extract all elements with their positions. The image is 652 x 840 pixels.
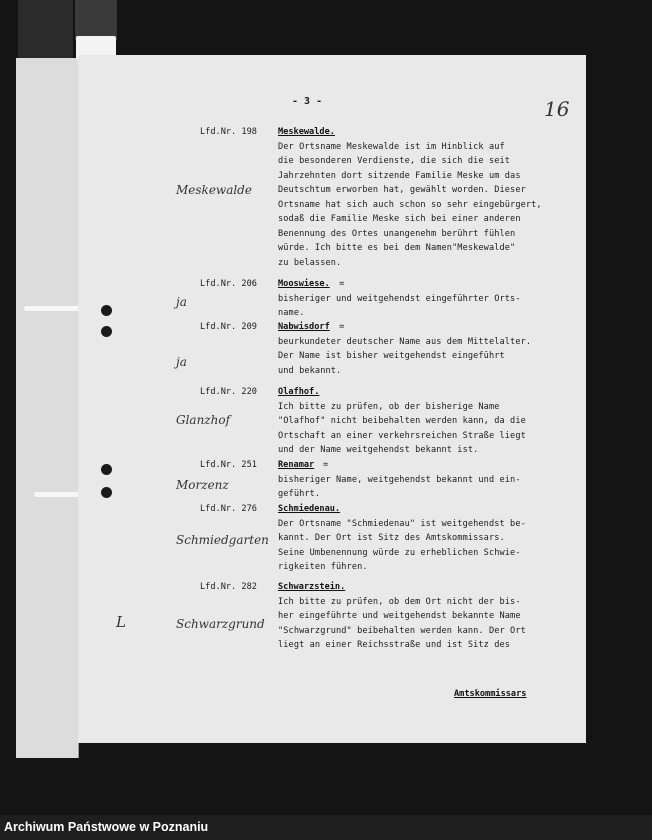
margin-mark: L	[116, 613, 126, 631]
body-line: und bekannt.	[278, 365, 342, 376]
body-line: name.	[278, 308, 305, 318]
continuation-word: Amtskommissars	[454, 689, 527, 699]
place-name: Renamar	[278, 460, 315, 470]
body-line: die besonderen Verdienste, die sich die seit	[278, 156, 511, 166]
archive-credit: Archiwum Państwowe w Poznaniu	[4, 820, 209, 834]
body-line: Ich bitte zu prüfen, ob dem Ort nicht der bis-	[278, 596, 521, 607]
entry-number: Lfd.Nr. 276	[200, 504, 257, 514]
place-name: Schmiedenau.	[278, 504, 341, 514]
margin-note: Glanzhof	[176, 413, 231, 427]
body-line: Ortsname hat sich auch schon so sehr eingebürgert,	[278, 199, 542, 210]
body-line: "Schwarzgrund" beibehalten werden kann. Der Ort	[278, 625, 526, 636]
body-line: geführt.	[278, 489, 321, 499]
place-name-suffix: =	[317, 460, 329, 470]
margin-note: Schwarzgrund	[176, 617, 265, 631]
entry-number: Lfd.Nr. 198	[200, 127, 257, 137]
back-page	[16, 58, 79, 758]
place-name: Schwarzstein.	[278, 582, 346, 592]
place-name-suffix: =	[334, 322, 345, 332]
place-name-suffix: =	[334, 279, 345, 289]
entry-number: Lfd.Nr. 209	[200, 322, 257, 332]
body-line: Ortschaft an einer verkehrsreichen Straße liegt	[278, 430, 526, 441]
body-line: Der Name ist bisher weitgehendst eingeführt	[278, 351, 505, 361]
body-line: "Olafhof" nicht beibehalten werden kann, da die	[278, 416, 526, 426]
body-line: sodaß die Familie Meske sich bei einer anderen	[278, 214, 521, 224]
body-line: würde. Ich bitte es bei dem Namen"Meskewalde"	[278, 243, 516, 253]
punch-hole	[101, 487, 112, 498]
place-name: Nabwisdorf	[278, 322, 330, 332]
margin-note: ja	[176, 355, 187, 369]
body-line: Der Ortsname Meskewalde ist im Hinblick auf	[278, 141, 505, 152]
body-line: Der Ortsname "Schmiedenau" ist weitgehendst be-	[278, 518, 526, 529]
page-number-marker: - 3 -	[292, 96, 323, 107]
place-name: Olafhof.	[278, 387, 320, 397]
footer-bar	[0, 815, 652, 840]
body-line: bisheriger Name, weitgehendst bekannt und ein-	[278, 474, 521, 485]
margin-note: Schmiedgarten	[176, 533, 269, 547]
body-line: Seine Umbenennung würde zu erheblichen Schwie-	[278, 547, 521, 558]
body-line: bisheriger und weitgehendst eingeführter Orts-	[278, 293, 521, 304]
body-line: Ich bitte zu prüfen, ob der bisherige Name	[278, 401, 500, 412]
entry-number: Lfd.Nr. 206	[200, 279, 257, 289]
entry-number: Lfd.Nr. 220	[200, 387, 257, 397]
document-page	[78, 55, 586, 743]
body-line: Benennung des Ortes unangenehm berührt fühlen	[278, 228, 516, 239]
entry-number: Lfd.Nr. 251	[200, 460, 257, 470]
body-line: her eingeführte und weitgehendst bekannte Name	[278, 611, 521, 621]
place-name: Mooswiese.	[278, 279, 330, 289]
body-line: kannt. Der Ort ist Sitz des Amtskommissars.	[278, 533, 505, 543]
body-line: liegt an einer Reichsstraße und ist Sitz des	[278, 640, 511, 650]
binder-spine	[18, 0, 73, 58]
binder-edge	[75, 0, 117, 40]
place-name: Meskewalde.	[278, 127, 335, 137]
punch-hole	[101, 464, 112, 475]
folio-number: 16	[544, 97, 570, 121]
body-line: rigkeiten führen.	[278, 562, 368, 572]
body-line: und der Name weitgehendst bekannt ist.	[278, 445, 479, 455]
body-line: Deutschtum erworben hat, gewählt worden. Dieser	[278, 185, 526, 195]
margin-note: Meskewalde	[176, 183, 252, 197]
entry-number: Lfd.Nr. 282	[200, 582, 257, 592]
body-line: beurkundeter deutscher Name aus dem Mittelalter.	[278, 336, 532, 347]
body-line: Jahrzehnten dort sitzende Familie Meske um das	[278, 170, 521, 181]
body-line: zu belassen.	[278, 257, 342, 268]
margin-note: Morzenz	[176, 478, 229, 492]
punch-hole	[101, 305, 112, 316]
margin-note: ja	[176, 295, 187, 309]
punch-hole	[101, 326, 112, 337]
